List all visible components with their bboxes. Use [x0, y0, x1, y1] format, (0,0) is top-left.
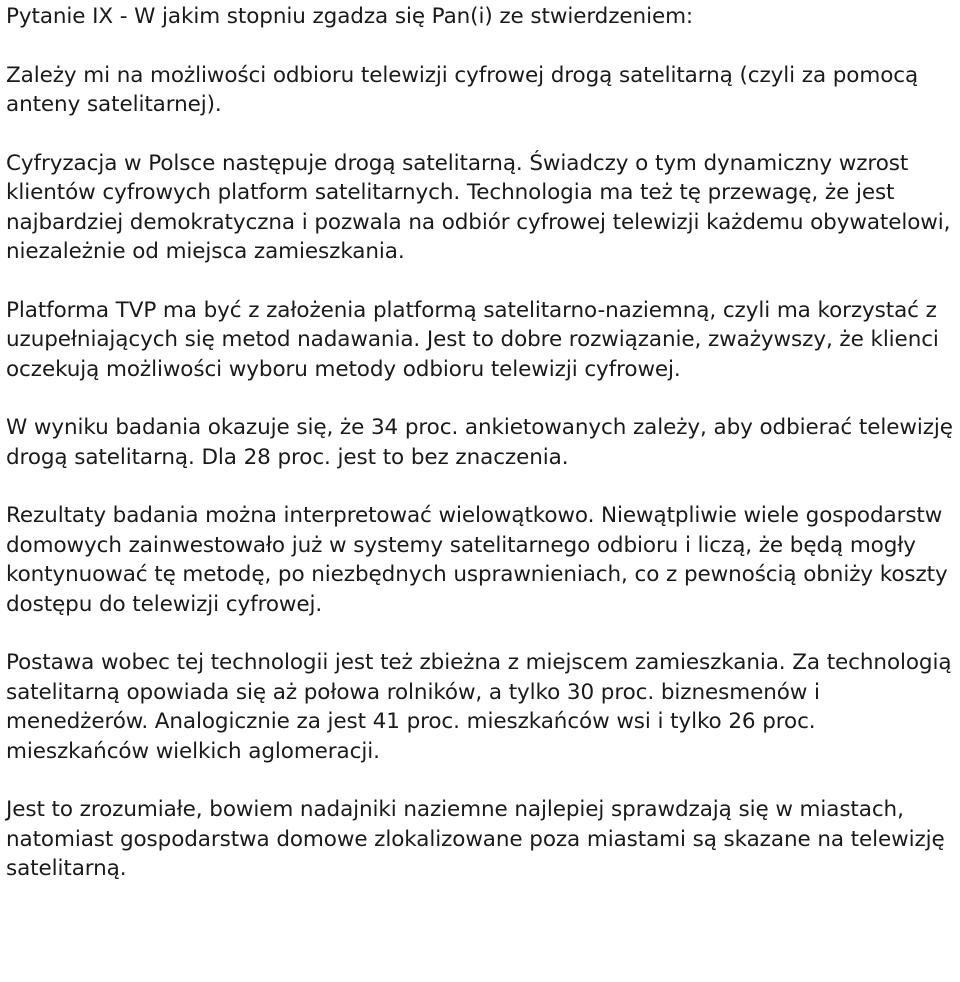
paragraph-interpretation: Rezultaty badania można interpretować wielowątkowo. Niewątpliwie wiele gospodarstw domowych zainwestowało już w systemy satelitarnego odbioru i liczą, że będą mogły kontynuować tę metodę, po niezbędnych usprawnieniach, co z pewnością obniży koszty dostępu do telewizji cyfrowej. — [6, 503, 948, 617]
paragraph-digitization: Cyfryzacja w Polsce następuje drogą satelitarną. Świadczy o tym dynamiczny wzrost klientów cyfrowych platform satelitarnych. Technologia ma też tę przewagę, że jest najbardziej demokratyczna i pozwala na odbiór cyfrowej telewizji każdemu obywatelowi, niezależnie od miejsca zamieszkania. — [6, 150, 951, 264]
paragraph-tvp-platform: Platforma TVP ma być z założenia platformą satelitarno-naziemną, czyli ma korzystać z uzupełniających się metod nadawania. Jest to dobre rozwiązanie, zważywszy, że klienci oczekują możliwości wyboru metody odbioru telewizji cyfrowej. — [6, 297, 939, 382]
paragraph-statement: Zależy mi na możliwości odbioru telewizji cyfrowej drogą satelitarną (czyli za pomocą anteny satelitarnej). — [6, 62, 919, 117]
document-page — [0, 2, 960, 982]
paragraph-conclusion: Jest to zrozumiałe, bowiem nadajniki naziemne najlepiej sprawdzają się w miastach, natomiast gospodarstwa domowe zlokalizowane poza miastami są skazane na telewizję satelitarną. — [6, 797, 945, 881]
paragraph-attitude: Postawa wobec tej technologii jest też zbieżna z miejscem zamieszkania. Za technologią satelitarną opowiada się aż połowa rolników, a tylko 30 proc. biznesmenów i menedżerów. Analogicznie za jest 41 proc. mieszkańców wsi i tylko 26 proc. mieszkańców wielkich aglomeracji. — [6, 650, 952, 764]
paragraph-survey-result: W wyniku badania okazuje się, że 34 proc. ankietowanych zależy, aby odbierać telewizję drogą satelitarną. Dla 28 proc. jest to bez znaczenia. — [6, 415, 953, 470]
question-heading: Pytanie IX - W jakim stopniu zgadza się Pan(i) ze stwierdzeniem: — [6, 4, 694, 29]
